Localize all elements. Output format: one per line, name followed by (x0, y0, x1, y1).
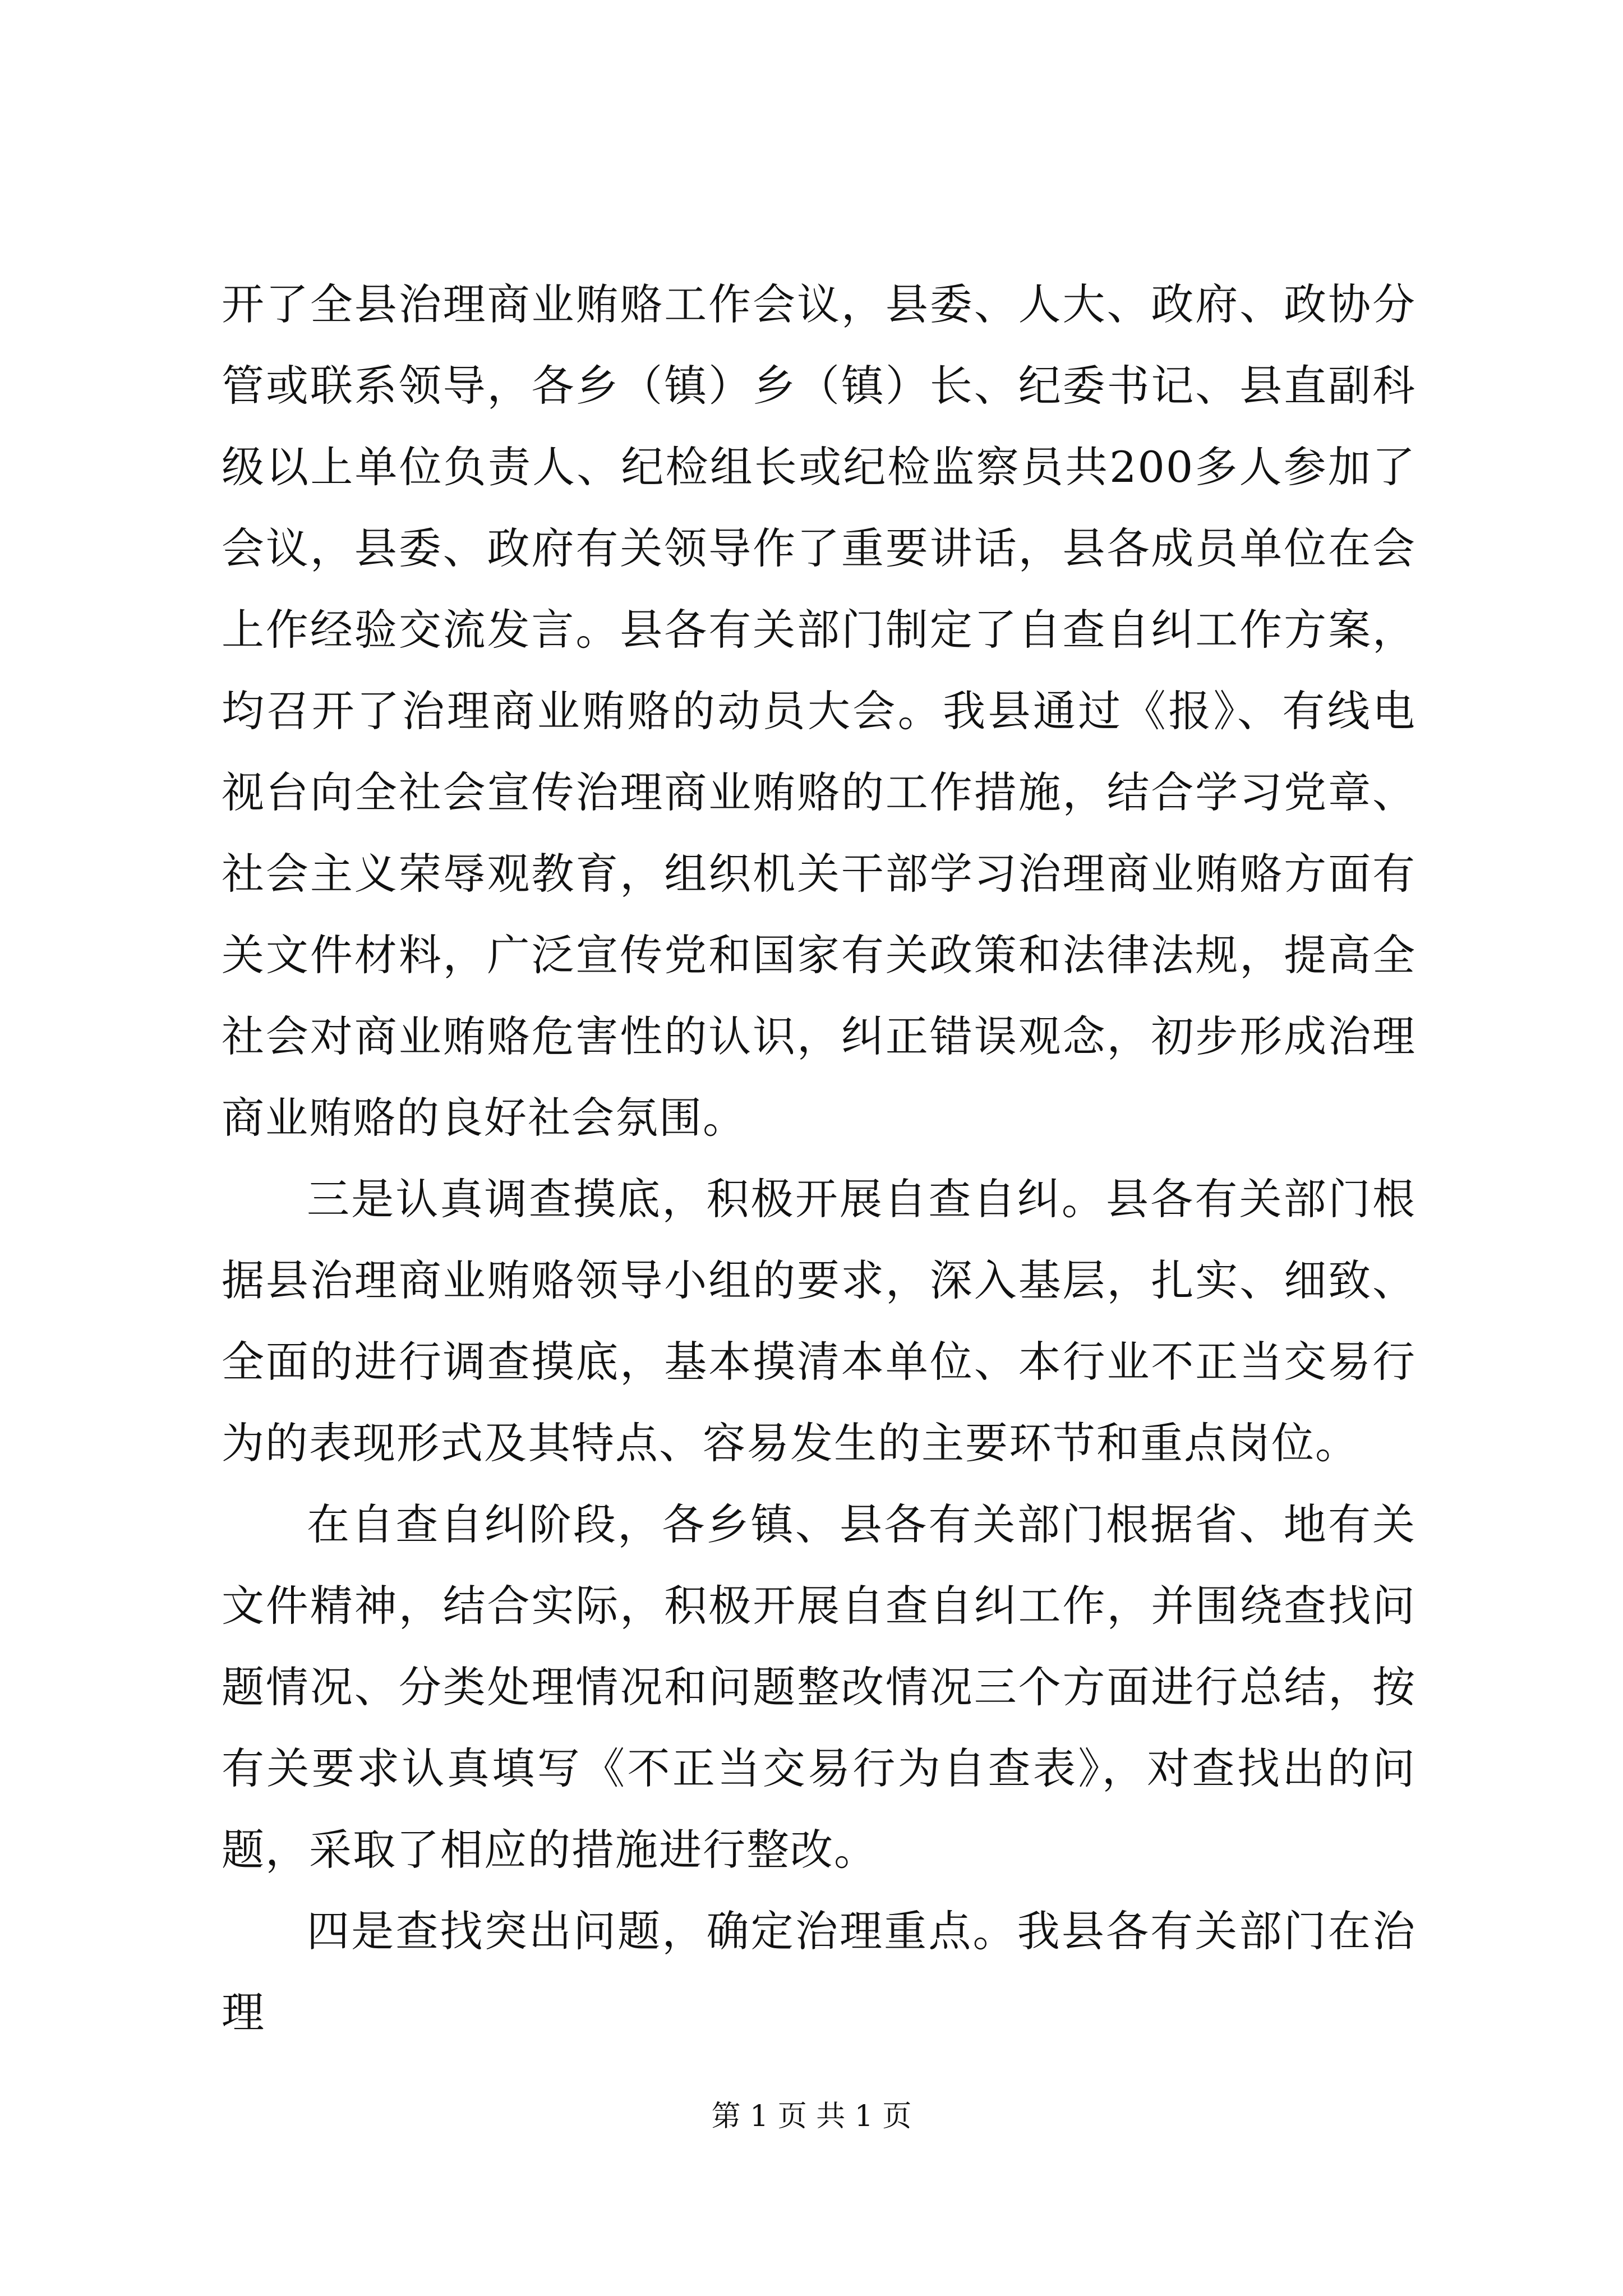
page-footer: 第 1 页 共 1 页 (711, 2100, 912, 2133)
paragraph-2: 三是认真调查摸底，积极开展自查自纠。县各有关部门根据县治理商业贿赂领导小组的要求，深入基层，扎实、细致、全面的进行调查摸底，基本摸清本单位、本行业不正当交易行为的表现形式及其特点、容易发生的主要环节和重点岗位。 (222, 1174, 1416, 1468)
paragraph-1: 开了全县治理商业贿赂工作会议，县委、人大、政府、政协分管或联系领导，各乡（镇）乡（镇）长、纪委书记、县直副科级以上单位负责人、纪检组长或纪检监察员共200多人参加了会议，县委、政府有关领导作了重要讲话，县各成员单位在会上作经验交流发言。县各有关部门制定了自查自纠工作方案，均召开了治理商业贿赂的动员大会。我县通过《报》、有线电视台向全社会宣传治理商业贿赂的工作措施，结合学习党章、社会主义荣辱观教育，组织机关干部学习治理商业贿赂方面有关文件材料，广泛宣传党和国家有关政策和法律法规，提高全社会对商业贿赂危害性的认识，纠正错误观念，初步形成治理商业贿赂的良好社会氛围。 (222, 279, 1416, 1143)
document-body (222, 264, 1416, 2053)
paragraph-4: 四是查找突出问题，确定治理重点。我县各有关部门在治理 (222, 1906, 1416, 2037)
paragraph-3: 在自查自纠阶段，各乡镇、县各有关部门根据省、地有关文件精神，结合实际，积极开展自查自纠工作，并围绕查找问题情况、分类处理情况和问题整改情况三个方面进行总结，按有关要求认真填写《不正当交易行为自查表》，对查找出的问题，采取了相应的措施进行整改。 (222, 1499, 1416, 1875)
